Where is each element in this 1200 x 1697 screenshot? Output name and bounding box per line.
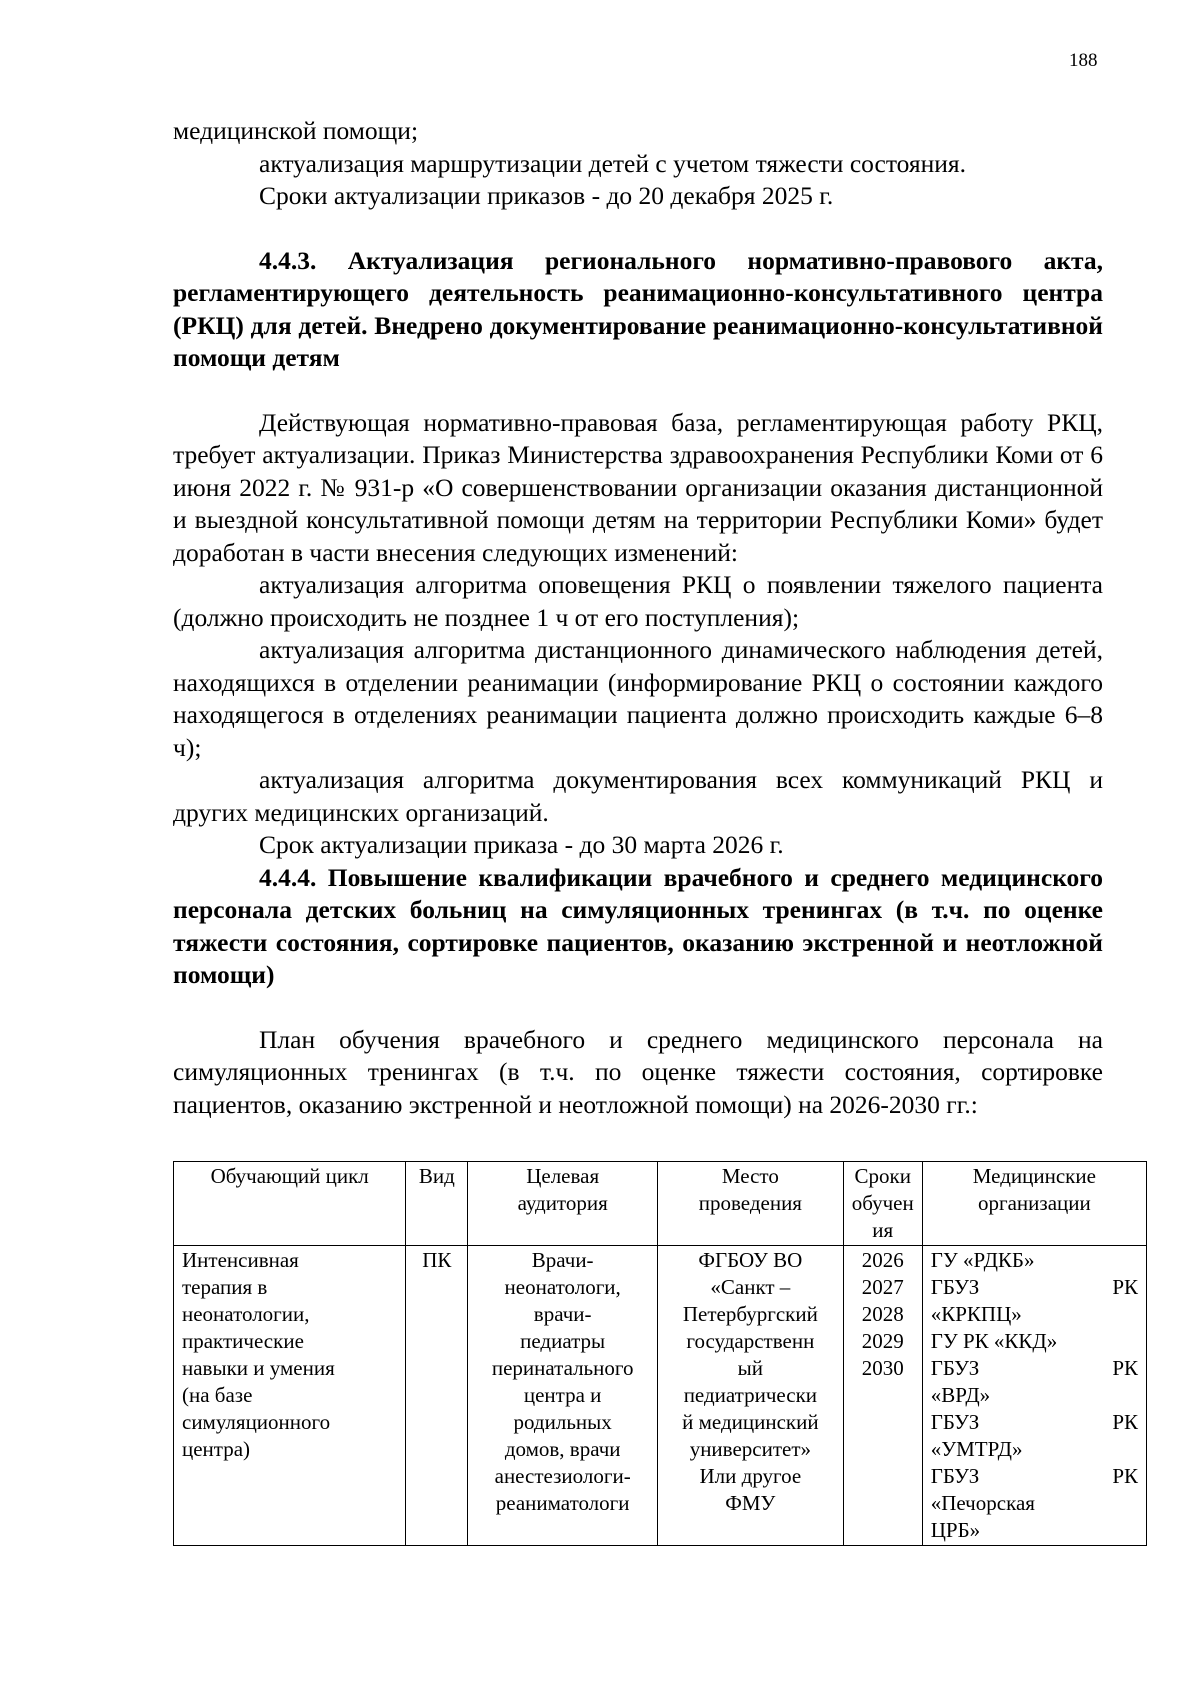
year-line: 2029 [861, 1329, 904, 1353]
cell-cycle [174, 1246, 406, 1546]
section-443-item-2: актуализация алгоритма дистанционного динамического наблюдения детей, находящихся в отделении реанимации (информирование РКЦ о состоянии каждого находящегося в отделениях реанимации пациента должно происходить каждые 6–8 ч); [173, 635, 1103, 762]
org-name: ГБУЗ [930, 1275, 980, 1299]
section-444-heading: 4.4.4. Повышение квалификации врачебного и среднего медицинского персонала детских больниц на симуляционных тренингах (в т.ч. по оценке тяжести состояния, сортировке пациентов, оказанию экстренной и неотложной помощи) [173, 862, 1103, 989]
cycle-line: (на базе [182, 1383, 253, 1407]
org-region: РК [1112, 1275, 1138, 1299]
cell-type: ПК [406, 1246, 468, 1546]
org-name: «УМТРД» [930, 1437, 1023, 1461]
audience-line: родильных [513, 1410, 612, 1434]
intro-line-2: актуализация маршрутизации детей с учетом тяжести состояния. [259, 148, 967, 178]
header-audience [468, 1162, 658, 1246]
cell-years [843, 1246, 922, 1546]
org-name: ГУ «РДКБ» [930, 1248, 1035, 1272]
header-audience-line: Целевая [526, 1164, 600, 1188]
header-cycle: Обучающий цикл [174, 1162, 406, 1246]
intro-line-1: медицинской помощи; [173, 116, 419, 145]
table-header-row [174, 1162, 1147, 1246]
spacer [173, 375, 1103, 407]
cycle-line: практические [182, 1329, 304, 1353]
place-line: й медицинский [682, 1410, 819, 1434]
org-line [931, 1409, 1138, 1436]
org-name: «ВРД» [930, 1383, 991, 1407]
header-orgs-line: организации [977, 1191, 1091, 1215]
org-line [931, 1274, 1138, 1301]
audience-line: реаниматологи [495, 1491, 630, 1515]
org-line [931, 1463, 1138, 1490]
place-line: «Санкт – [710, 1275, 791, 1299]
org-region: РК [1112, 1356, 1138, 1380]
cycle-line: Интенсивная [182, 1248, 299, 1272]
training-plan-table [173, 1161, 1147, 1546]
audience-line: анестезиологи- [494, 1464, 631, 1488]
audience-line: перинатального [491, 1356, 634, 1380]
org-region: РК [1112, 1410, 1138, 1434]
place-line: ФМУ [725, 1491, 776, 1515]
org-line [931, 1436, 1138, 1463]
year-line: 2030 [861, 1356, 904, 1380]
org-name: ГУ РК «ККД» [930, 1329, 1058, 1353]
org-name: «Печорская [930, 1491, 1035, 1515]
header-terms-line: ия [872, 1218, 894, 1242]
section-443-heading: 4.4.3. Актуализация регионального нормативно-правового акта, регламентирующего деятельность реанимационно-консультативного центра (РКЦ) для детей. Внедрено документирование реанимационно-консультативной помощи детям [173, 245, 1103, 372]
org-line [931, 1328, 1138, 1355]
org-line [931, 1247, 1138, 1274]
org-region: РК [1112, 1464, 1138, 1488]
org-line [931, 1301, 1138, 1328]
header-place-line: проведения [698, 1191, 802, 1215]
spacer [173, 213, 1103, 245]
section-443-item-1: актуализация алгоритма оповещения РКЦ о появлении тяжелого пациента (должно происходить не позднее 1 ч от его поступления); [173, 570, 1103, 632]
spacer [173, 992, 1103, 1024]
year-line: 2026 [861, 1248, 904, 1272]
header-orgs-line: Медицинские [972, 1164, 1096, 1188]
cell-orgs [922, 1246, 1146, 1546]
place-line: ый [737, 1356, 764, 1380]
header-place [658, 1162, 844, 1246]
org-line [931, 1517, 1138, 1544]
org-name: ГБУЗ [930, 1464, 980, 1488]
place-line: университет» [689, 1437, 812, 1461]
section-443-deadline: Срок актуализации приказа - до 30 марта 2026 г. [259, 830, 784, 859]
audience-line: домов, врачи [504, 1437, 621, 1461]
place-line: Петербургский [682, 1302, 818, 1326]
cycle-line: симуляционного [182, 1410, 331, 1434]
cycle-line: терапия в [182, 1275, 268, 1299]
header-place-line: Место [721, 1164, 779, 1188]
org-name: ГБУЗ [930, 1356, 980, 1380]
org-line [931, 1490, 1138, 1517]
place-line: педиатрически [683, 1383, 818, 1407]
org-name: ГБУЗ [930, 1410, 980, 1434]
year-line: 2027 [861, 1275, 904, 1299]
page-number: 188 [1069, 50, 1098, 71]
audience-line: врачи- [533, 1302, 592, 1326]
header-orgs [922, 1162, 1146, 1246]
year-line: 2028 [861, 1302, 904, 1326]
header-type: Вид [406, 1162, 468, 1246]
section-444-paragraph: План обучения врачебного и среднего медицинского персонала на симуляционных тренингах (в т.ч. по оценке тяжести состояния, сортировке пациентов, оказанию экстренной и неотложной помощи) на 2026-2030 гг.: [173, 1024, 1103, 1119]
header-terms-line: обучен [851, 1191, 914, 1215]
audience-line: педиатры [520, 1329, 606, 1353]
org-name: «КРКПЦ» [930, 1302, 1022, 1326]
org-line [931, 1355, 1138, 1382]
org-line [931, 1382, 1138, 1409]
header-audience-line: аудитория [517, 1191, 608, 1215]
cell-place [658, 1246, 844, 1546]
cycle-line: центра) [182, 1437, 251, 1461]
audience-line: неонатологи, [504, 1275, 621, 1299]
cycle-line: навыки и умения [182, 1356, 335, 1380]
document-body [173, 115, 1103, 1121]
cycle-line: неонатологии, [182, 1302, 310, 1326]
place-line: ФГБОУ ВО [698, 1248, 803, 1272]
section-443-paragraph: Действующая нормативно-правовая база, регламентирующая работу РКЦ, требует актуализации. Приказ Министерства здравоохранения Республики Коми от 6 июня 2022 г. № 931-р «О совершенствовании организации оказания дистанционной и выездной консультативной помощи детям на территории Республики Коми» будет доработан в части внесения следующих изменений: [173, 407, 1103, 567]
org-name: ЦРБ» [930, 1518, 981, 1542]
intro-deadline: Сроки актуализации приказов - до 20 декабря 2025 г. [259, 181, 834, 210]
audience-line: Врачи- [531, 1248, 594, 1272]
audience-line: центра и [523, 1383, 602, 1407]
section-443-item-3: актуализация алгоритма документирования всех коммуникаций РКЦ и других медицинских организаций. [173, 765, 1103, 827]
cell-audience [468, 1246, 658, 1546]
header-terms-line: Сроки [854, 1164, 911, 1188]
table-row [174, 1246, 1147, 1546]
header-terms [843, 1162, 922, 1246]
place-line: государственн [686, 1329, 815, 1353]
place-line: Или другое [699, 1464, 802, 1488]
